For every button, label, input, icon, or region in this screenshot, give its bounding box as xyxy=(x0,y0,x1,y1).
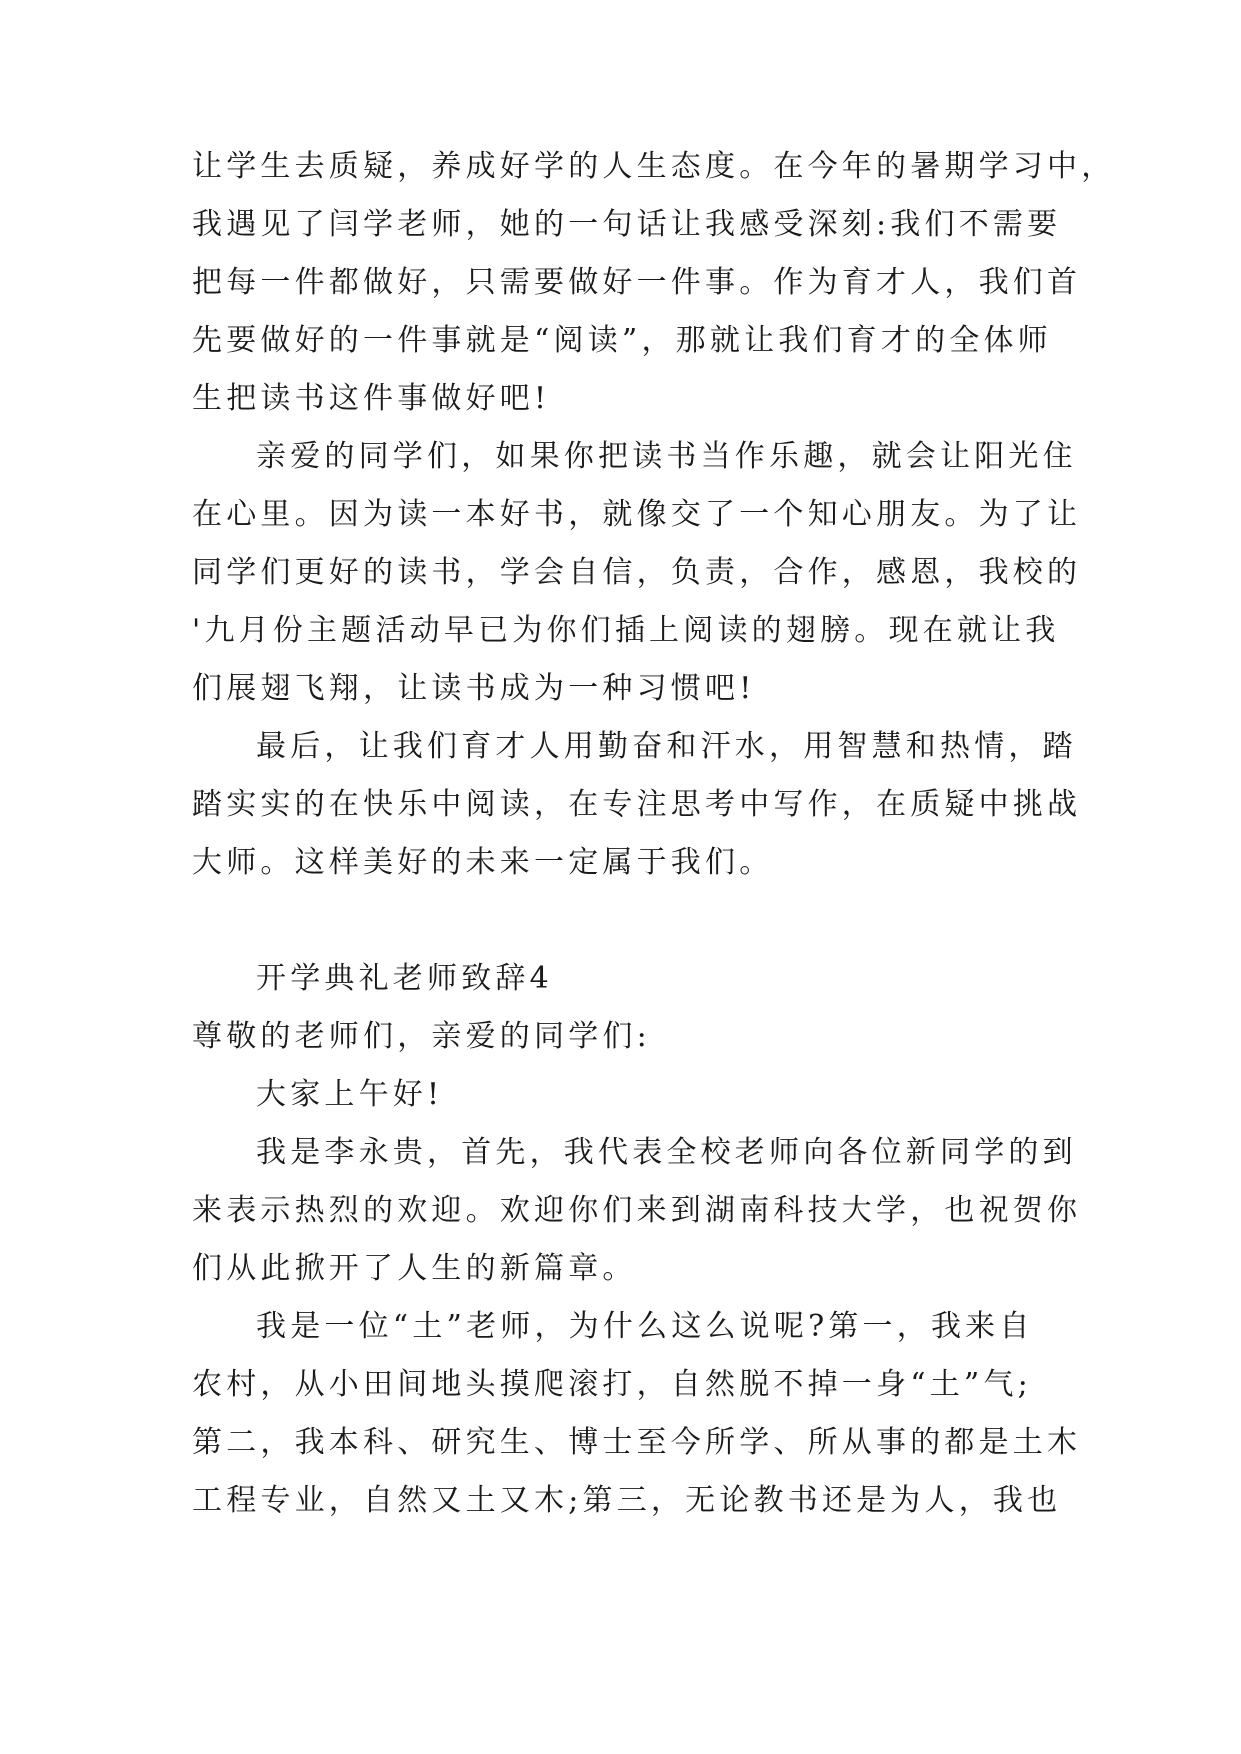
paragraph-line: 让学生去质疑，养成好学的人生态度。在今年的暑期学习中， xyxy=(192,149,1116,184)
paragraph-line: 先要做好的一件事就是“阅读”，那就让我们育才的全体师 xyxy=(192,323,1052,358)
paragraph-line: 把每一件都做好，只需要做好一件事。作为育才人，我们首 xyxy=(192,265,1082,300)
paragraph-line: 同学们更好的读书，学会自信，负责，合作，感恩，我校的 xyxy=(192,555,1082,590)
paragraph-line: 踏实实的在快乐中阅读，在专注思考中写作，在质疑中挑战 xyxy=(192,787,1082,822)
paragraph-line: 生把读书这件事做好吧! xyxy=(192,381,551,416)
paragraph-line: 工程专业，自然又土又木;第三，无论教书还是为人，我也 xyxy=(192,1483,1062,1518)
paragraph-line: 我是李永贵，首先，我代表全校老师向各位新同学的到 xyxy=(256,1135,1077,1170)
paragraph-line: 大师。这样美好的未来一定属于我们。 xyxy=(192,845,774,880)
paragraph-line: 们从此掀开了人生的新篇章。 xyxy=(192,1251,637,1286)
paragraph-line: 来表示热烈的欢迎。欢迎你们来到湖南科技大学，也祝贺你 xyxy=(192,1193,1082,1228)
paragraph-line: 亲爱的同学们，如果你把读书当作乐趣，就会让阳光住 xyxy=(256,439,1077,474)
section-title: 开学典礼老师致辞4 xyxy=(256,961,553,996)
paragraph-line: '九月份主题活动早已为你们插上阅读的翅膀。现在就让我 xyxy=(192,613,1060,648)
greeting: 大家上午好! xyxy=(256,1077,444,1112)
paragraph-line: 我遇见了闫学老师，她的一句话让我感受深刻:我们不需要 xyxy=(192,207,1062,242)
paragraph-line: 们展翅飞翔，让读书成为一种习惯吧! xyxy=(192,671,756,706)
paragraph-line: 在心里。因为读一本好书，就像交了一个知心朋友。为了让 xyxy=(192,497,1082,532)
salutation: 尊敬的老师们，亲爱的同学们: xyxy=(192,1019,651,1054)
paragraph-line: 第二，我本科、研究生、博士至今所学、所从事的都是土木 xyxy=(192,1425,1082,1460)
paragraph-line: 最后，让我们育才人用勤奋和汗水，用智慧和热情，踏 xyxy=(256,729,1077,764)
paragraph-line: 我是一位“土”老师，为什么这么说呢?第一，我来自 xyxy=(256,1309,1034,1344)
paragraph-line: 农村，从小田间地头摸爬滚打，自然脱不掉一身“土”气; xyxy=(192,1367,1032,1402)
